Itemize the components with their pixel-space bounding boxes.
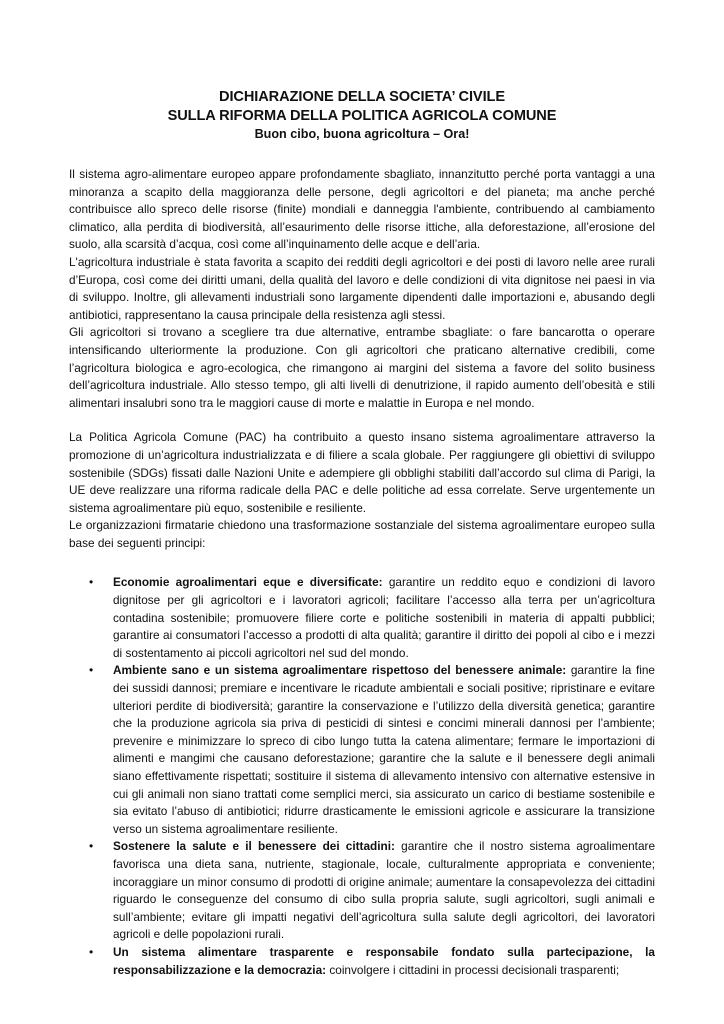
list-item	[69, 838, 655, 944]
document-page	[69, 88, 655, 979]
document-title-line-2: SULLA RIFORMA DELLA POLITICA AGRICOLA COMUNE	[167, 108, 557, 124]
list-item	[69, 574, 655, 662]
principle-heading: Ambiente sano e un sistema agroalimentare rispettoso del benessere animale:	[113, 663, 567, 678]
bullet-icon: •	[89, 944, 94, 959]
principle-heading: Economie agroalimentari eque e diversificate:	[113, 575, 383, 590]
document-subtitle: Buon cibo, buona agricoltura – Ora!	[254, 127, 470, 141]
principles-list	[69, 574, 655, 979]
principle-text: garantire che il nostro sistema agroalimentare favorisca una dieta sana, nutriente, stagionale, locale, culturalmente appropriata e conveniente; incoraggiare un minor consumo di prodotti di origine animale; aumentare la consapevolezza dei cittadini riguardo le conseguenze del consumo di cibo sulla propria salute, sugli agricoltori, sugli animali e sull’ambiente; evitare gli impatti negativi dell’agricoltura sulla salute degli agricoltori, dei lavoratori agricoli e delle popolazioni rurali.	[113, 839, 655, 942]
principle-heading: Un sistema alimentare trasparente e responsabile fondato sulla partecipazione, la responsabilizzazione e la democrazia:	[113, 944, 655, 977]
bullet-icon: •	[89, 839, 94, 854]
document-title-line-1: DICHIARAZIONE DELLA SOCIETA’ CIVILE	[219, 89, 505, 105]
intro-paragraph-3: Gli agricoltori si trovano a scegliere tra due alternative, entrambe sbagliate: o fare bancarotta o operare intensificando ulteriormente la produzione. Con gli agricoltori che praticano alternative credibili, come l’agricoltura biologica e agro-ecologica, che rimangono ai margini del sistema a favore del solito business dell’agricoltura industriale. Allo stesso tempo, gli alti livelli di denutrizione, il rapido aumento dell’obesità e stili alimentari insalubri sono tra le maggiori cause di morte e malattie in Europa e nel mondo.	[69, 325, 655, 410]
bullet-icon: •	[89, 663, 94, 678]
principle-heading: Sostenere la salute e il benessere dei cittadini:	[113, 839, 395, 854]
bullet-icon: •	[89, 575, 94, 590]
pac-paragraph-1: La Politica Agricola Comune (PAC) ha contribuito a questo insano sistema agroalimentare attraverso la promozione di un’agricoltura industrializzata e di filiere a scala globale. Per raggiungere gli obiettivi di sviluppo sostenibile (SDGs) fissati dalle Nazioni Unite e adempiere gli obblighi stabiliti dall’accordo sul clima di Parigi, la UE deve realizzare una riforma radicale della PAC e delle politiche ad essa correlate. Serve urgentemente un sistema agroalimentare più equo, sostenibile e resiliente.	[69, 430, 655, 515]
principle-text: garantire un reddito equo e condizioni di lavoro dignitose per gli agricoltori e i lavoratori agricoli; facilitare l’accesso alla terra per un’agricoltura contadina sostenibile; promuovere filiere corte e politiche sostenibili in materia di appalti pubblici; garantire ai consumatori l’accesso a prodotti di alta qualità; garantire il diritto dei popoli al cibo e i mezzi di sostentamento ai piccoli agricoltori nel sud del mondo.	[113, 575, 656, 660]
document-header	[69, 88, 655, 143]
list-item	[69, 944, 655, 979]
list-spacer	[69, 552, 655, 574]
intro-paragraph-1: Il sistema agro-alimentare europeo appare profondamente sbagliato, innanzitutto perché porta vantaggi a una minoranza a scapito della maggioranza delle persone, degli agricoltori e del pianeta; ma anche perché contribuisce allo spreco delle risorse (finite) mondiali e danneggia l'ambiente, contribuendo al cambiamento climatico, alla perdita di biodiversità, all’esaurimento delle risorse ittiche, alla deforestazione, all’erosione del suolo, alla scarsità d’acqua, così come all’inquinamento delle acque e dell’aria.	[69, 167, 655, 252]
principle-text: garantire la fine dei sussidi dannosi; premiare e incentivare le ricadute ambientali e sociali positive; ripristinare e evitare ulteriori perdite di biodiversità; garantire la conservazione e l’utilizzo della diversità genetica; garantire che la produzione agricola sia priva di pesticidi di sintesi e concimi minerali dannosi per l’ambiente; prevenire e minimizzare lo spreco di cibo lungo tutta la catena alimentare; fermare le importazioni di alimenti e mangimi che causano deforestazione; garantire che la salute e il benessere degli animali siano effettivamente rispettati; sostituire il sistema di allevamento intensivo con alternative estensive in cui gli animali non siano trattati come semplici merci, sia assicurato un carico di bestiame sostenibile e sia evitato l’abuso di antibiotici; ridurre drasticamente le emissioni agricole e assicurare la transizione verso un sistema agroalimentare resiliente.	[113, 663, 655, 836]
paragraph-spacer	[69, 412, 655, 429]
pac-paragraph-2: Le organizzazioni firmatarie chiedono una trasformazione sostanziale del sistema agroalimentare europeo sulla base dei seguenti principi:	[69, 518, 655, 550]
list-item	[69, 662, 655, 838]
intro-paragraph-2: L'agricoltura industriale è stata favorita a scapito dei redditi degli agricoltori e dei posti di lavoro nelle aree rurali d’Europa, così come dei diritti umani, della qualità del lavoro e delle condizioni di vita dignitose nei paesi in via di sviluppo. Inoltre, gli allevamenti industriali sono largamente dipendenti dalle importazioni e, abusando degli antibiotici, rappresentano la causa principale della resistenza agli stessi.	[69, 254, 655, 322]
principle-text: coinvolgere i cittadini in processi decisionali trasparenti;	[326, 962, 620, 977]
